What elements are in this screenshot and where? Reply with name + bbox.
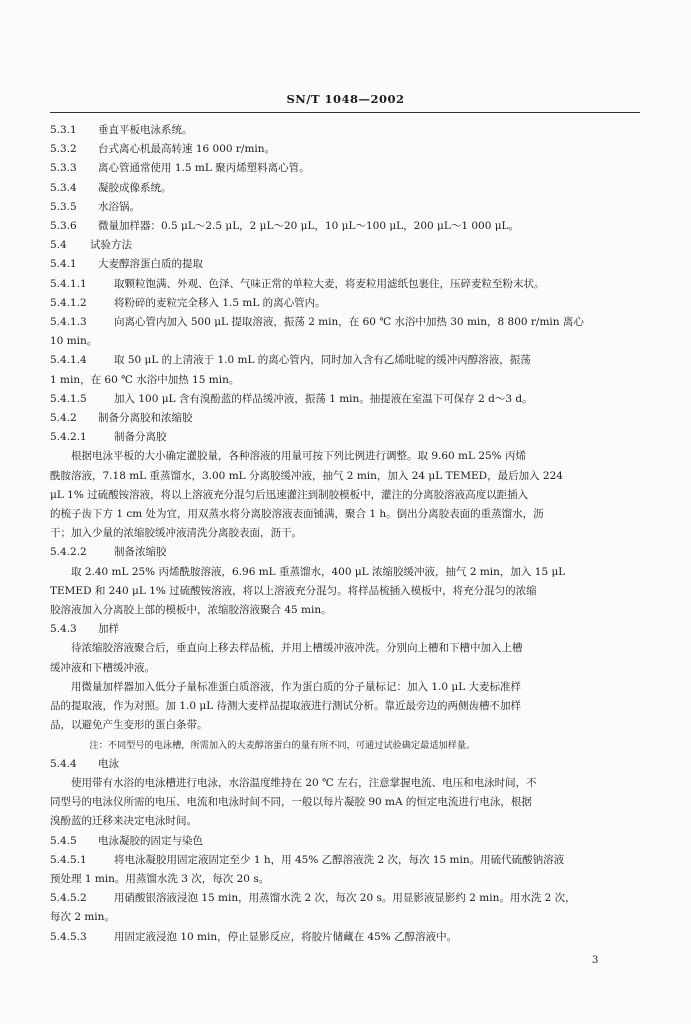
heading-number: 5.4.2.2: [50, 546, 87, 559]
item-5-3-4: [50, 179, 638, 198]
paragraph-separating-gel: [50, 447, 638, 543]
item-5-4-5-3: [50, 928, 638, 947]
item-5-3-3: [50, 159, 638, 178]
item-number: 5.4.1.4: [50, 354, 87, 367]
item-5-3-6: [50, 217, 638, 236]
item-5-3-5: [50, 198, 638, 217]
item-text: 微量加样器：0.5 μL～2.5 μL，2 μL～20 μL，10 μL～100 μL，200 μL～1 000 μL。: [98, 220, 520, 233]
heading-text: 试验方法: [90, 239, 132, 252]
header-rule: [50, 112, 640, 113]
heading-5-4-2: [50, 409, 638, 428]
paragraph-line: μL 1% 过硫酸铵溶液，将以上溶液充分混匀后迅速灌注到制胶模板中，灌注的分离胶溶液高度以距插入: [50, 488, 529, 501]
heading-number: 5.4.1: [50, 258, 77, 271]
item-5-4-1-4: [50, 351, 638, 389]
paragraph-line: 取 2.40 mL 25% 丙烯酰胺溶液，6.96 mL 重蒸馏水，400 μL 浓缩胶缓冲液，抽气 2 min，加入 15 μL: [71, 565, 566, 578]
heading-5-4-4: [50, 755, 638, 774]
item-number: 5.4.1.3: [50, 316, 87, 329]
heading-number: 5.4.2: [50, 412, 77, 425]
paragraph-loading-2: [50, 678, 638, 736]
item-number: 5.3.2: [50, 143, 77, 156]
item-text-line: 预处理 1 min。用蒸馏水洗 3 次，每次 20 s。: [50, 872, 270, 885]
paragraph-line: 干；加入少量的浓缩胶缓冲液清洗分离胶表面，沥干。: [50, 527, 302, 540]
paragraph-line: 待浓缩胶溶液聚合后，垂直向上移去样品梳，并用上槽缓冲液冲洗。分别向上槽和下槽中加入上槽: [71, 642, 523, 655]
item-text-line: 10 min。: [50, 335, 98, 348]
heading-text: 加样: [98, 623, 119, 636]
heading-number: 5.4.3: [50, 623, 77, 636]
heading-5-4-1: [50, 255, 638, 274]
item-number: 5.4.1.5: [50, 392, 87, 405]
item-text: 凝胶成像系统。: [98, 181, 172, 194]
item-number: 5.3.4: [50, 181, 77, 194]
item-text: 取颗粒饱满、外观、色泽、气味正常的单粒大麦，将麦粒用滤纸包裹住，压碎麦粒至粉末状。: [114, 277, 545, 290]
item-number: 5.3.6: [50, 220, 77, 233]
paragraph-line: 酰胺溶液，7.18 mL 重蒸馏水，3.00 mL 分离胶缓冲液，抽气 2 min，加入 24 μL TEMED，最后加入 224: [50, 469, 563, 482]
heading-number: 5.4.4: [50, 757, 77, 770]
heading-text: 电泳: [98, 757, 119, 770]
item-number: 5.3.1: [50, 124, 77, 136]
standard-header: SN/T 1048—2002: [286, 92, 405, 106]
item-text: 离心管通常使用 1.5 mL 聚丙烯塑料离心管。: [98, 162, 310, 175]
heading-text: 制备分离胶: [114, 431, 167, 444]
item-text: 台式离心机最高转速 16 000 r/min。: [98, 143, 276, 156]
heading-text: 制备分离胶和浓缩胶: [98, 412, 193, 425]
item-number: 5.4.5.2: [50, 892, 87, 905]
heading-5-4-2-1: [50, 428, 638, 447]
item-text: 垂直平板电泳系统。: [98, 124, 193, 136]
item-text-line: 将电泳凝胶用固定液固定至少 1 h，用 45% 乙醇溶液洗 2 次，每次 15 min。用硫代硫酸钠溶液: [114, 853, 565, 866]
item-5-4-1-2: [50, 294, 638, 313]
item-number: 5.4.5.3: [50, 930, 87, 943]
item-number: 5.3.3: [50, 162, 77, 175]
heading-5-4-3: [50, 620, 638, 639]
heading-5-4-2-2: [50, 543, 638, 562]
item-5-4-1-3: [50, 313, 638, 351]
heading-5-4: [50, 236, 638, 255]
heading-text: 电泳凝胶的固定与染色: [98, 834, 203, 847]
item-text-line: 取 50 μL 的上清液于 1.0 mL 的离心管内，同时加入含有乙烯吡啶的缓冲丙醇溶液，振荡: [114, 354, 531, 367]
item-text: 水浴锅。: [98, 200, 140, 213]
note: 注：不同型号的电泳槽，所需加入的大麦醇溶蛋白的量有所不同，可通过试验确定最适加样量。: [89, 739, 476, 751]
item-text-line: 每次 2 min。: [50, 911, 115, 924]
paragraph-line: 同型号的电泳仪所需的电压、电流和电泳时间不同，一般以每片凝胶 90 mA 的恒定电流进行电泳，根据: [50, 796, 532, 809]
paragraph-line: 缓冲液和下槽缓冲液。: [50, 661, 155, 674]
paragraph-electrophoresis: [50, 774, 638, 832]
paragraph-line: 使用带有水浴的电泳槽进行电泳，水浴温度维持在 20 ℃ 左右，注意掌握电流、电压和电泳时间，不: [71, 776, 537, 789]
item-number: 5.4.5.1: [50, 853, 87, 866]
paragraph-line: 溴酚蓝的迁移来决定电泳时间。: [50, 815, 197, 828]
paragraph-line: 胶溶液加入分离胶上部的模板中，浓缩胶溶液聚合 45 min。: [50, 604, 332, 617]
heading-text: 制备浓缩胶: [114, 546, 167, 559]
document-body: [50, 121, 638, 947]
item-5-4-5-2: [50, 889, 638, 927]
item-5-3-1: [50, 121, 638, 140]
item-text: 将粉碎的麦粒完全移入 1.5 mL 的离心管内。: [114, 296, 326, 309]
paragraph-line: 品，以避免产生变形的蛋白条带。: [50, 719, 208, 732]
item-number: 5.4.1.1: [50, 277, 87, 290]
paragraph-line: 的梳子齿下方 1 cm 处为宜，用双蒸水将分离胶溶液表面铺满，聚合 1 h。倒出分离胶表面的重蒸馏水，沥: [50, 508, 544, 521]
heading-text: 大麦醇溶蛋白质的提取: [98, 258, 203, 271]
item-5-4-5-1: [50, 851, 638, 889]
heading-number: 5.4.5: [50, 834, 77, 847]
item-text-line: 1 min，在 60 ℃ 水浴中加热 15 min。: [50, 373, 240, 386]
heading-number: 5.4: [50, 239, 67, 252]
paragraph-stacking-gel: [50, 563, 638, 621]
item-number: 5.3.5: [50, 200, 77, 213]
item-text-line: 向离心管内加入 500 μL 提取溶液，振荡 2 min，在 60 ℃ 水浴中加热 30 min，8 800 r/min 离心: [114, 316, 584, 329]
item-5-3-2: [50, 140, 638, 159]
heading-5-4-5: [50, 832, 638, 851]
item-number: 5.4.1.2: [50, 296, 87, 309]
page-number: 3: [592, 955, 599, 966]
paragraph-line: 用微量加样器加入低分子量标准蛋白质溶液，作为蛋白质的分子量标记：加入 1.0 μL 大麦标准样: [71, 680, 522, 693]
heading-number: 5.4.2.1: [50, 431, 87, 444]
item-text-line: 用硝酸银溶液浸泡 15 min，用蒸馏水洗 2 次，每次 20 s。用显影液显影约 2 min。用水洗 2 次，: [114, 892, 576, 905]
item-5-4-1-5: [50, 390, 638, 409]
item-text: 用固定液浸泡 10 min，停止显影反应，将胶片储藏在 45% 乙醇溶液中。: [114, 930, 458, 943]
item-5-4-1-1: [50, 275, 638, 294]
paragraph-line: 根据电泳平板的大小确定灌胶量，各种溶液的用量可按下列比例进行调整。取 9.60 mL 25% 丙烯: [71, 450, 526, 463]
paragraph-loading-1: [50, 639, 638, 677]
item-text: 加入 100 μL 含有溴酚蓝的样品缓冲液，振荡 1 min。抽提液在室温下可保存 2 d～3 d。: [114, 392, 533, 405]
paragraph-line: TEMED 和 240 μL 1% 过硫酸铵溶液，将以上溶液充分混匀。将样品梳插入模板中，将充分混匀的浓缩: [50, 584, 537, 597]
paragraph-line: 品的提取液，作为对照。加 1.0 μL 待测大麦样品提取液进行测试分析。靠近最旁边的两侧齿槽不加样: [50, 700, 522, 713]
